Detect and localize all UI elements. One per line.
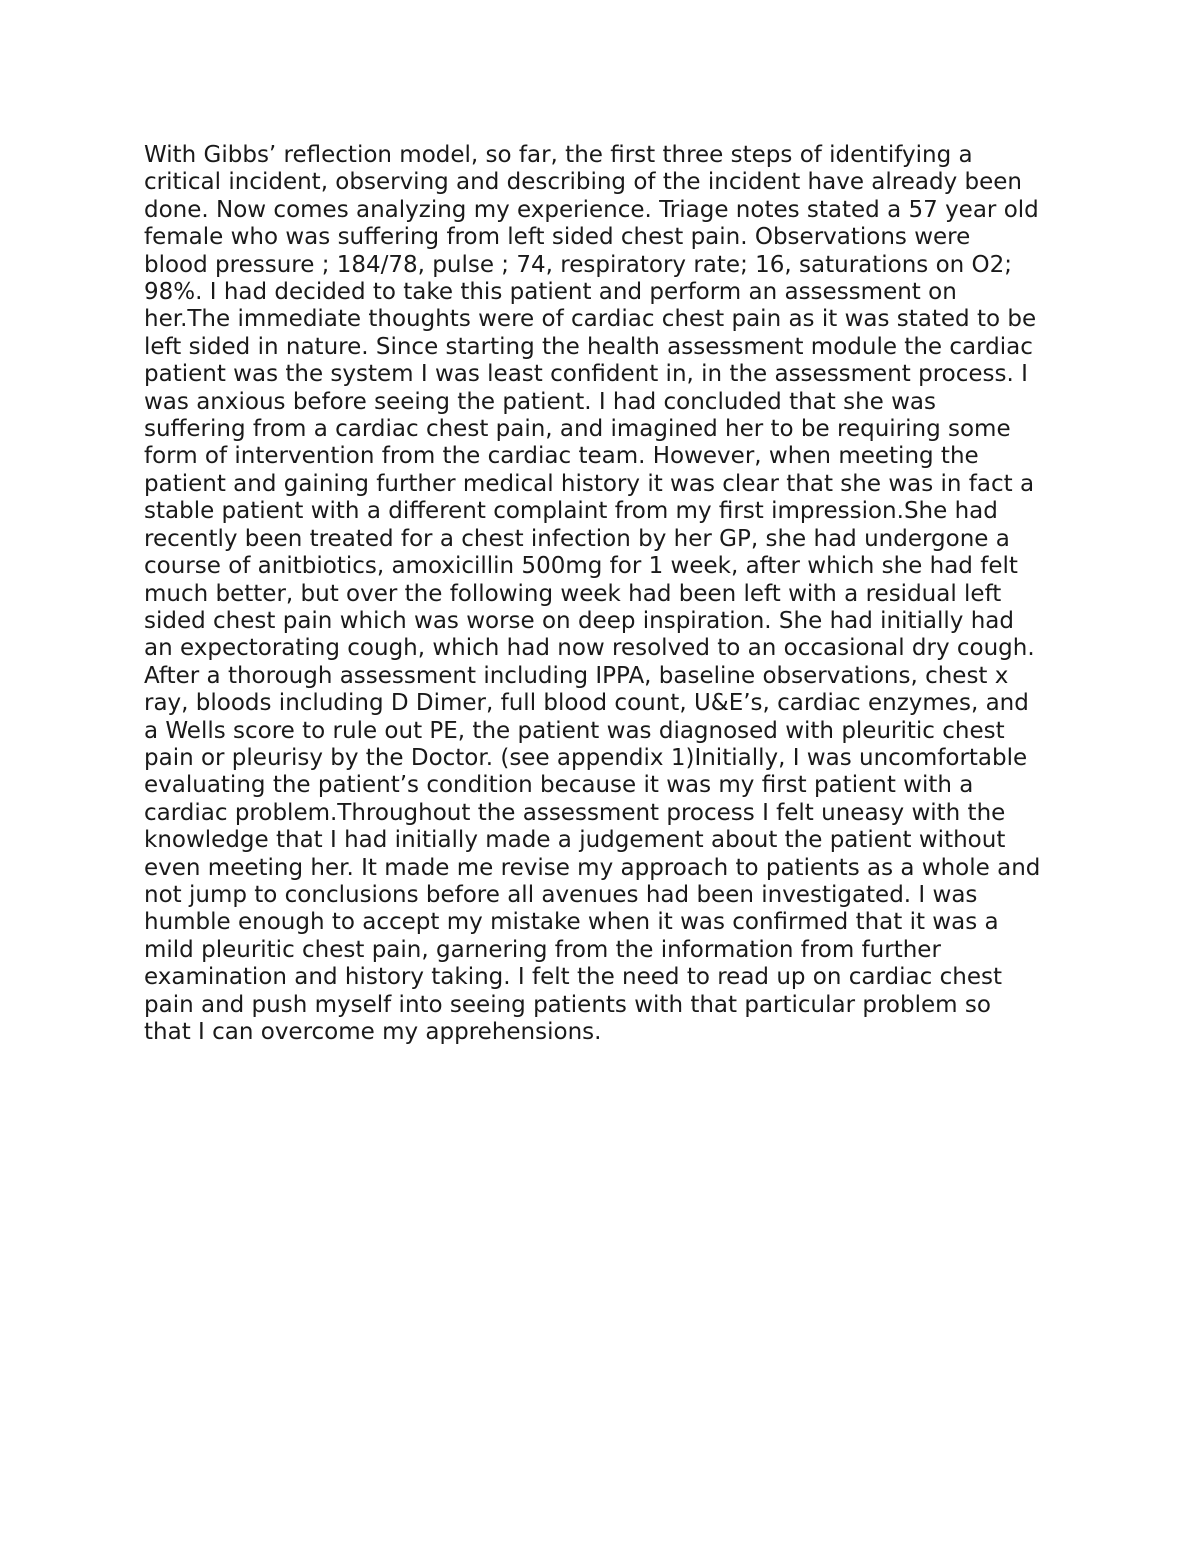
text-line: that I can overcome my apprehensions. — [144, 1019, 602, 1045]
text-line: was anxious before seeing the patient. I had concluded that she was — [144, 388, 937, 415]
text-line: pain and push myself into seeing patients with that particular problem so — [144, 991, 991, 1018]
text-line: patient was the system I was least confident in, in the assessment process. I — [144, 361, 1028, 388]
text-line: blood pressure ; 184/78, pulse ; 74, respiratory rate; 16, saturations on O2; — [144, 251, 1013, 278]
text-line: humble enough to accept my mistake when it was confirmed that it was a — [144, 909, 999, 936]
reflection-paragraph — [144, 142, 1074, 1046]
text-line: course of anitbiotics, amoxicillin 500mg for 1 week, after which she had felt — [144, 553, 1018, 580]
text-line: even meeting her. It made me revise my approach to patients as a whole and — [144, 854, 1041, 881]
text-line: critical incident, observing and describing of the incident have already been — [144, 169, 1022, 196]
text-line: With Gibbs’ reflection model, so far, the first three steps of identifying a — [144, 142, 973, 168]
text-line: recently been treated for a chest infection by her GP, she had undergone a — [144, 525, 1010, 552]
text-line: mild pleuritic chest pain, garnering from the information from further — [144, 936, 941, 963]
text-line: stable patient with a different complaint from my first impression.She had — [144, 498, 998, 525]
text-line: sided chest pain which was worse on deep inspiration. She had initially had — [144, 607, 1014, 634]
text-line: form of intervention from the cardiac team. However, when meeting the — [144, 443, 979, 470]
text-line: After a thorough assessment including IPPA, baseline observations, chest x — [144, 662, 1009, 689]
text-line: pain or pleurisy by the Doctor. (see appendix 1)Initially, I was uncomfortable — [144, 744, 1028, 771]
text-line: much better, but over the following week had been left with a residual left — [144, 580, 1002, 607]
text-line: done. Now comes analyzing my experience. Triage notes stated a 57 year old — [144, 196, 1039, 223]
text-line: ray, bloods including D Dimer, full blood count, U&E’s, cardiac enzymes, and — [144, 690, 1029, 717]
text-line: left sided in nature. Since starting the health assessment module the cardiac — [144, 333, 1033, 360]
text-line: suffering from a cardiac chest pain, and imagined her to be requiring some — [144, 416, 1011, 443]
text-line: knowledge that I had initially made a judgement about the patient without — [144, 827, 1006, 854]
text-line: not jump to conclusions before all avenues had been investigated. I was — [144, 881, 978, 908]
text-line: patient and gaining further medical history it was clear that she was in fact a — [144, 470, 1035, 497]
text-line: examination and history taking. I felt the need to read up on cardiac chest — [144, 964, 1002, 991]
text-line: 98%. I had decided to take this patient and perform an assessment on — [144, 279, 957, 306]
text-line: cardiac problem.Throughout the assessment process I felt uneasy with the — [144, 799, 1006, 826]
text-line: an expectorating cough, which had now resolved to an occasional dry cough. — [144, 635, 1035, 662]
text-line: her.The immediate thoughts were of cardiac chest pain as it was stated to be — [144, 306, 1037, 333]
text-line: a Wells score to rule out PE, the patient was diagnosed with pleuritic chest — [144, 717, 1005, 744]
text-line: female who was suffering from left sided chest pain. Observations were — [144, 224, 971, 251]
text-line: evaluating the patient’s condition because it was my first patient with a — [144, 772, 974, 799]
